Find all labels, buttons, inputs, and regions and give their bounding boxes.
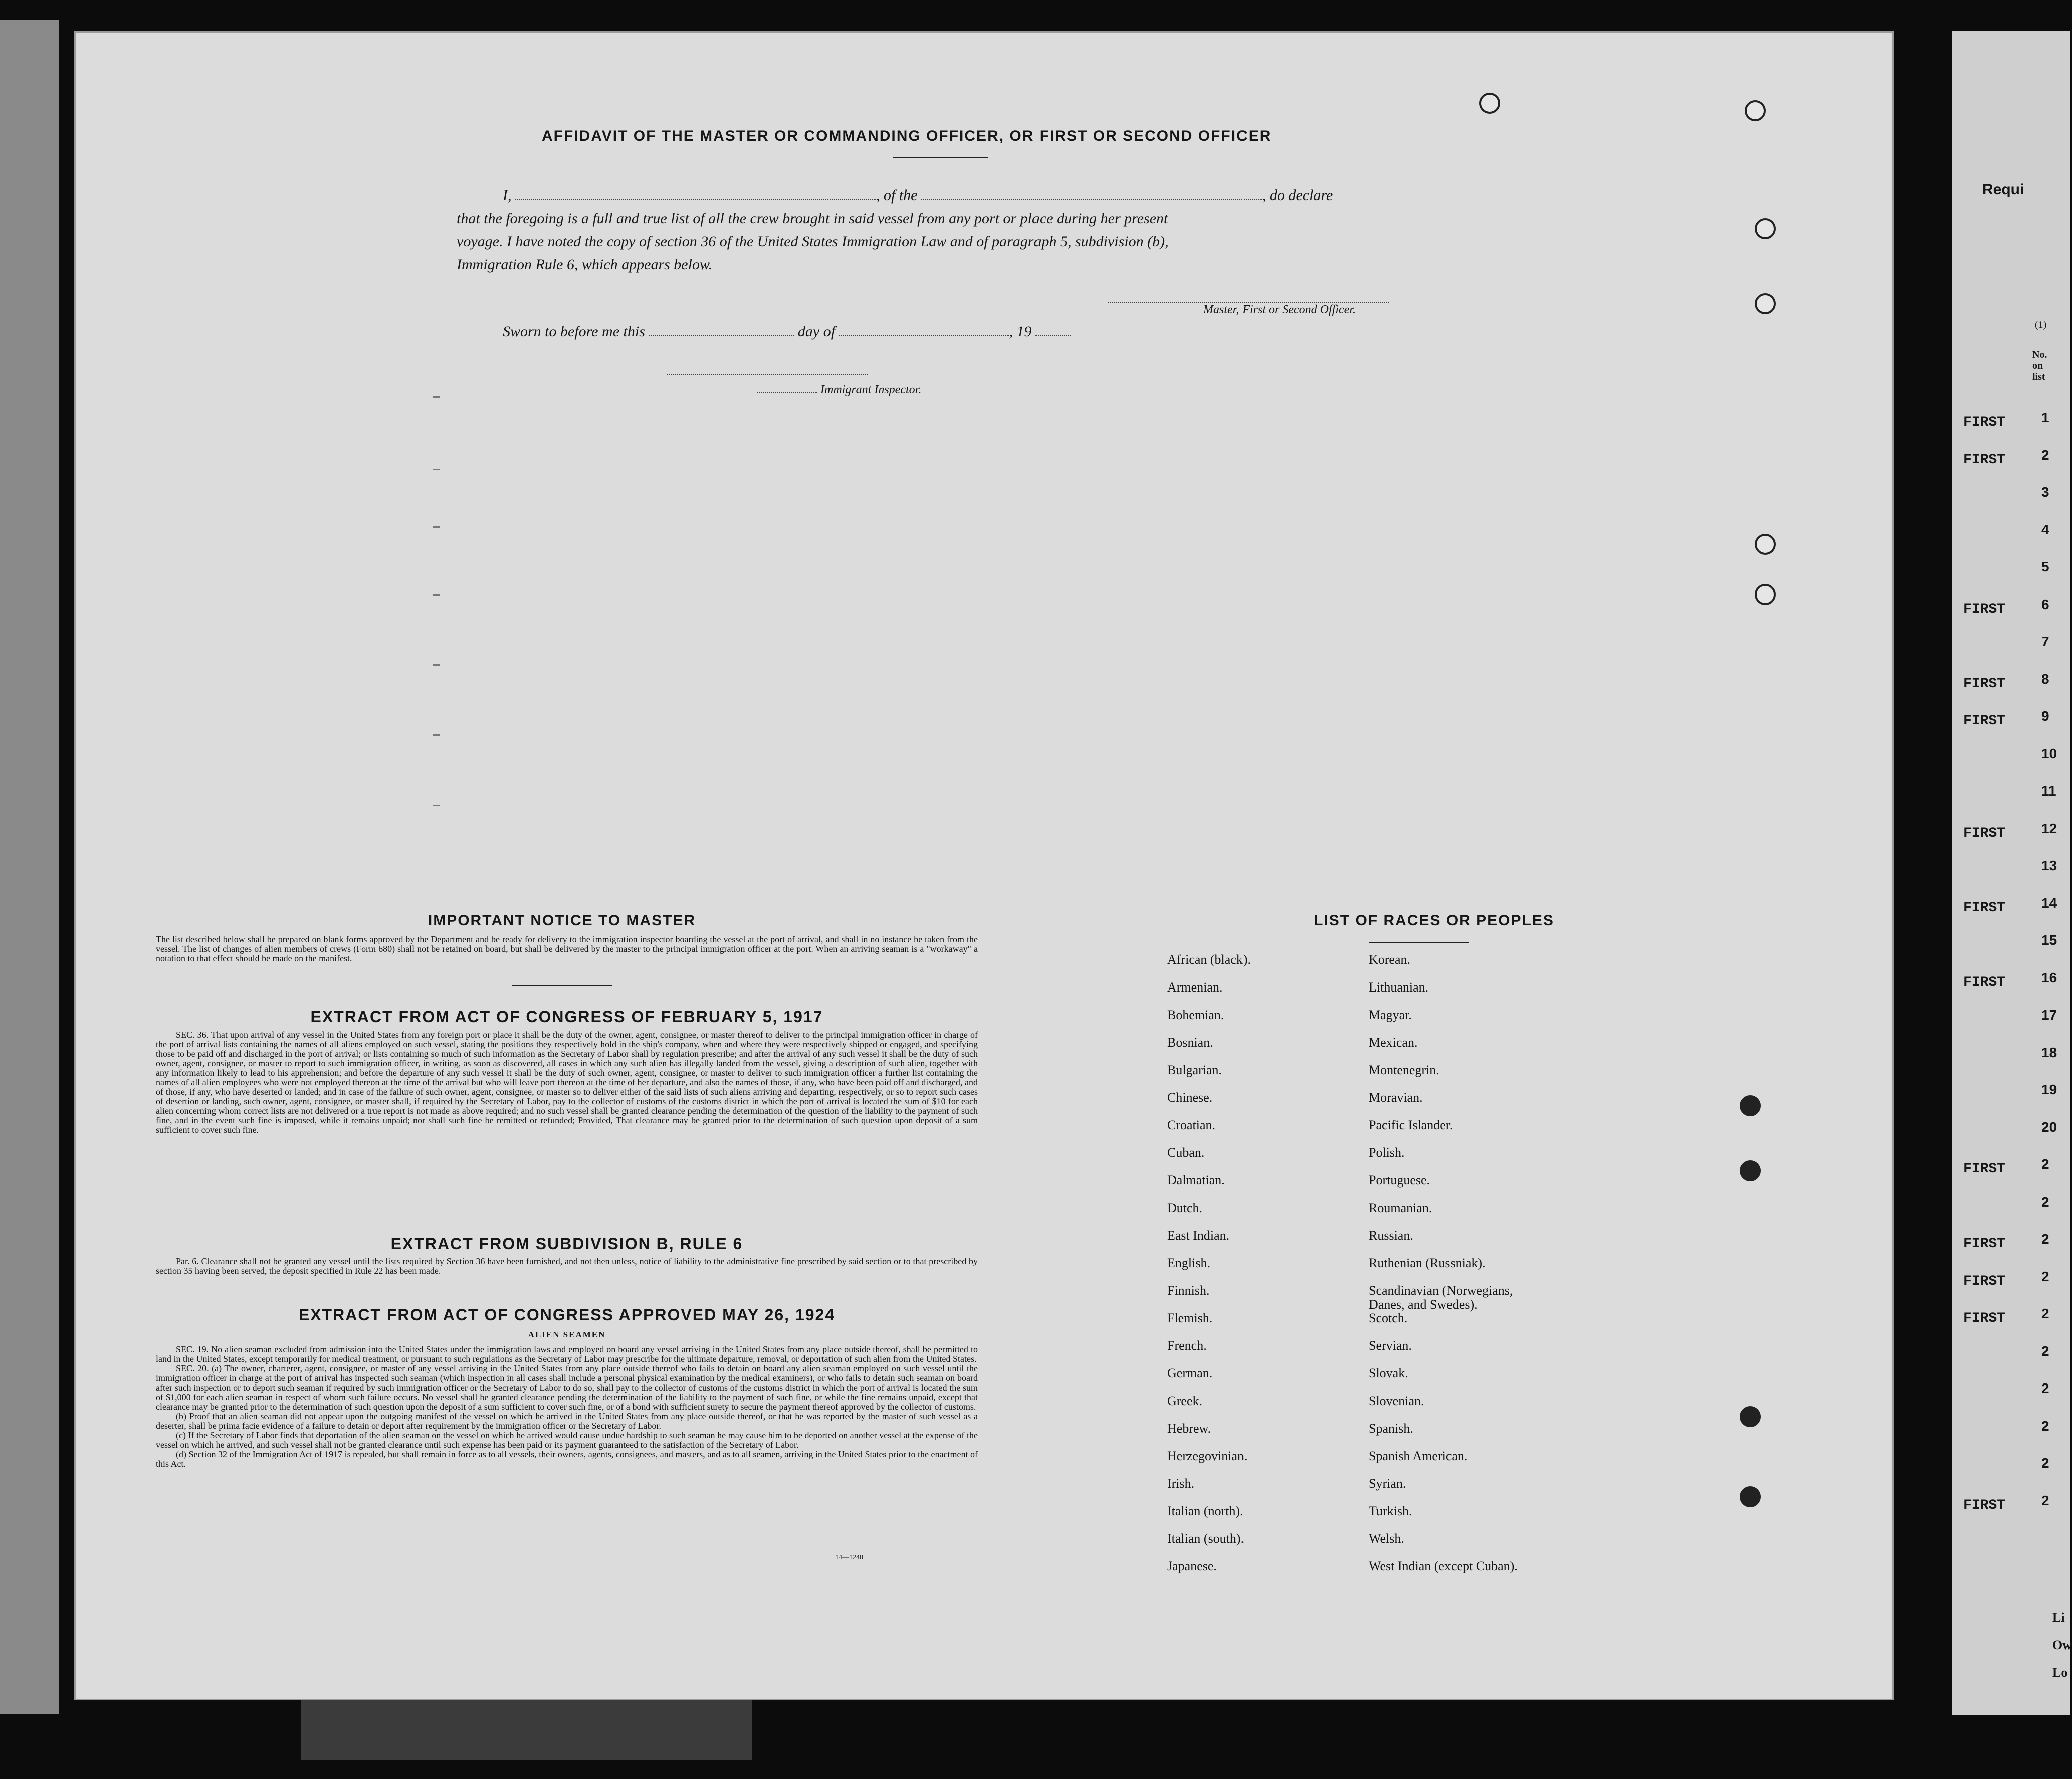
race-item: English. <box>1167 1256 1210 1270</box>
right-sheet-header: Requi <box>1982 181 2024 198</box>
blank-year <box>1035 334 1071 336</box>
punch-hole-right-1 <box>1755 218 1776 239</box>
right-sheet-row-number: 13 <box>2041 858 2057 873</box>
right-sheet-row-number: 14 <box>2041 895 2057 911</box>
race-item: Slovak. <box>1369 1366 1408 1380</box>
race-item: Syrian. <box>1369 1476 1406 1491</box>
notice-text: The list described below shall be prepared on blank forms approved by the Department and be ready for delivery to the immigration inspector boarding the vessel at the port of arrival, and shall in no instance be taken from the vessel. The list of changes of alien members of crews (Form 680) shall not be retained on board, but shall be delivered by the master to the principal immigration officer at the port. When an arriving seaman is a "workaway" a notation to that effect should be made on the manifest. <box>156 934 978 963</box>
right-sheet-row-number: 2 <box>2041 1343 2049 1359</box>
inspector-signature-line <box>667 373 868 375</box>
blank-name <box>515 198 876 200</box>
race-item: Dutch. <box>1167 1201 1203 1215</box>
right-sheet-row-number: 2 <box>2041 1492 2049 1508</box>
sworn-start: Sworn to before me this <box>503 323 645 340</box>
right-sheet-row-label: FIRST <box>1963 415 2006 430</box>
race-item: Croatian. <box>1167 1118 1216 1132</box>
margin-tick <box>433 664 440 666</box>
affidavit-line-1-start: I, <box>503 187 512 204</box>
right-sheet-row-number: 5 <box>2041 559 2049 574</box>
race-item: West Indian (except Cuban). <box>1369 1559 1518 1573</box>
sworn-line <box>503 323 1071 340</box>
blank-month <box>839 334 1009 336</box>
race-item: Scandinavian (Norwegians, <box>1369 1283 1513 1298</box>
right-sheet-footer-text: Li <box>2052 1610 2065 1625</box>
extract-1917-text: SEC. 36. That upon arrival of any vessel in the United States from any foreign port or place it shall be the duty of the owner, agent, consignee, or master thereof to deliver to the principal immigration officer in charge of the port of arrival lists containing the names of all aliens employed on such vessel, stating the positions they respectively hold in the ship's company, when and where they were respectively shipped or engaged, and specifying those to be paid off and discharged in the port of arrival; or lists containing so much of such information as the Secretary of Labor shall by regulation prescribe; and after the arrival of any such vessel it shall be the duty of such owner, agent, consignee, or master to report to such immigration officer, in writing, as soon as discovered, all cases in which any such alien has illegally landed from the vessel, giving a description of such alien, together with any information likely to lead to his apprehension; and before the departure of any such vessel it shall be the duty of such owner, agent, consignee, or master to deliver to such immigration officer a further list containing the names of all alien employees who were not employed thereon at the time of the arrival but who will leave port thereon at the time of her departure, and also the names of those, if any, who have been paid off and discharged, and of those, if any, who have deserted or landed; and in case of the failure of such owner, agent, consignee, or master so to deliver either of the said lists of such aliens arriving and departing, respectively, or so to report such cases of desertion or landing, such owner, agent, consignee, or master shall, if required by the Secretary of Labor, pay to the collector of customs of the customs district in which the port of arrival is located the sum of $10 for each alien concerning whom correct lists are not delivered or a true report is not made as above required; and no such vessel shall be granted clearance pending the determination of the question of the liability to the payment of such fine, and in the event such fine is imposed, while it remains unpaid; nor shall such fine be remitted or refunded; Provided, That clearance may be granted prior to the determination of such question upon deposit of a sum sufficient to cover such fine. <box>156 1030 978 1135</box>
race-item: Moravian. <box>1369 1090 1423 1105</box>
right-sheet-row-label: FIRST <box>1963 1273 2006 1289</box>
race-item: Bosnian. <box>1167 1035 1213 1050</box>
affidavit-rule <box>893 157 988 158</box>
right-sheet-row-label: FIRST <box>1963 1236 2006 1252</box>
race-item: Bulgarian. <box>1167 1063 1222 1077</box>
inspector-label-text: Immigrant Inspector. <box>820 383 922 397</box>
punch-hole-right-5 <box>1740 1095 1761 1116</box>
right-sheet-row-label: FIRST <box>1963 1311 2006 1326</box>
affidavit-line-1-end: , do declare <box>1262 187 1333 204</box>
margin-tick <box>433 734 440 736</box>
punch-hole-top-1 <box>1479 93 1500 114</box>
form-number: 14—1240 <box>835 1554 863 1561</box>
race-item: Finnish. <box>1167 1283 1210 1298</box>
inspector-label <box>757 383 921 397</box>
right-sheet-row-number: 2 <box>2041 1156 2049 1172</box>
race-item: Pacific Islander. <box>1369 1118 1453 1132</box>
race-item: Irish. <box>1167 1476 1195 1491</box>
race-item: Spanish. <box>1369 1421 1413 1436</box>
punch-hole-top-2 <box>1745 100 1766 121</box>
right-sheet-footer-text: Ow <box>2052 1638 2072 1652</box>
right-sheet-row-number: 17 <box>2041 1007 2057 1023</box>
race-item: Montenegrin. <box>1369 1063 1439 1077</box>
affidavit-line-3: voyage. I have noted the copy of section 36 of the United States Immigration Law and of paragraph 5, subdivision (b), <box>457 233 1169 250</box>
right-sheet-row-number: 9 <box>2041 708 2049 724</box>
manifest-back-page <box>74 31 1894 1700</box>
right-sheet-row-label: FIRST <box>1963 601 2006 617</box>
adjacent-page-left <box>0 20 59 1714</box>
race-item: German. <box>1167 1366 1213 1380</box>
races-rule <box>1369 942 1469 943</box>
adjacent-page-right <box>1952 31 2070 1715</box>
right-sheet-row-number: 2 <box>2041 1231 2049 1247</box>
race-item: Armenian. <box>1167 980 1223 995</box>
affidavit-line-1 <box>503 187 1333 204</box>
right-sheet-row-number: 11 <box>2041 783 2056 799</box>
extract-1924-subtitle: ALIEN SEAMEN <box>528 1330 606 1339</box>
race-item: Japanese. <box>1167 1559 1217 1573</box>
extract-rule6-title: EXTRACT FROM SUBDIVISION B, RULE 6 <box>390 1235 743 1253</box>
race-item: Roumanian. <box>1369 1201 1432 1215</box>
right-sheet-row-number: 12 <box>2041 820 2057 836</box>
right-sheet-row-number: 19 <box>2041 1082 2057 1097</box>
race-item: Bohemian. <box>1167 1008 1224 1022</box>
right-sheet-column-label: (1) <box>2035 319 2047 330</box>
race-item: Polish. <box>1369 1145 1405 1160</box>
sworn-mid: day of <box>797 323 836 340</box>
inspector-dots <box>757 391 817 393</box>
race-item: Russian. <box>1369 1228 1413 1243</box>
extract-1924-sec20a: SEC. 20. (a) The owner, charterer, agent, consignee, or master of any vessel arriving in the United States from any place outside thereof who fails to detain on board any alien seaman employed on such vessel until the immigration officer in charge at the port of arrival has inspected such seaman (which inspection in all cases shall include a personal physical examination by the medical examiners), or who fails to detain such seaman on board after such inspection or to deport such seaman if required by such immigration officer or the Secretary of Labor to do so, shall pay to the collector of customs of the customs district in which the port of arrival is located the sum of $1,000 for each alien seaman in respect of whom such failure occurs. No vessel shall be granted clearance pending the determination of the liability to the payment of such fine, or while the fine remains unpaid, except that clearance may be granted prior to the determination of such question upon the deposit of a sum sufficient to cover such fine, or of a bond with sufficient surety to secure the payment thereof approved by the collector of customs. <box>156 1363 978 1412</box>
race-item: Hebrew. <box>1167 1421 1211 1436</box>
punch-hole-right-4 <box>1755 584 1776 605</box>
extract-1924-body <box>156 1345 978 1469</box>
extract-1924-sec20b: (b) Proof that an alien seaman did not appear upon the outgoing manifest of the vessel on which he arrived in the United States from any place outside thereof, or that he was reported by the master of such vessel as a deserter, shall be prima facie evidence of a failure to detain or deport after requirement by the immigration officer or the Secretary of Labor. <box>156 1411 978 1431</box>
affidavit-line-2: that the foregoing is a full and true list of all the crew brought in said vessel from any port or place during her present <box>457 210 1168 227</box>
race-item: Welsh. <box>1369 1531 1404 1546</box>
margin-tick <box>433 805 440 806</box>
race-item: Chinese. <box>1167 1090 1213 1105</box>
right-sheet-row-label: FIRST <box>1963 676 2006 692</box>
right-sheet-row-number: 2 <box>2041 1194 2049 1210</box>
right-sheet-row-number: 2 <box>2041 1455 2049 1471</box>
right-sheet-row-label: FIRST <box>1963 825 2006 841</box>
right-sheet-row-label: FIRST <box>1963 1161 2006 1177</box>
race-item: Greek. <box>1167 1394 1203 1408</box>
punch-hole-right-8 <box>1740 1486 1761 1507</box>
extract-1917-title: EXTRACT FROM ACT OF CONGRESS OF FEBRUARY 5, 1917 <box>310 1008 823 1026</box>
race-item: Spanish American. <box>1369 1449 1468 1463</box>
punch-hole-right-2 <box>1755 293 1776 314</box>
right-sheet-row-label: FIRST <box>1963 974 2006 991</box>
right-sheet-row-label: FIRST <box>1963 713 2006 729</box>
margin-tick <box>433 396 440 398</box>
race-item: East Indian. <box>1167 1228 1230 1243</box>
race-item: African (black). <box>1167 952 1251 967</box>
race-item: Flemish. <box>1167 1311 1213 1325</box>
right-sheet-row-number: 18 <box>2041 1044 2057 1060</box>
signature-line <box>1108 301 1389 303</box>
race-item: Turkish. <box>1369 1504 1412 1518</box>
race-item: Slovenian. <box>1369 1394 1424 1408</box>
right-sheet-row-label: FIRST <box>1963 452 2006 468</box>
race-item: Cuban. <box>1167 1145 1205 1160</box>
right-sheet-row-label: FIRST <box>1963 900 2006 916</box>
signature-label: Master, First or Second Officer. <box>1203 303 1356 316</box>
race-item: Servian. <box>1369 1338 1412 1353</box>
right-sheet-row-number: 4 <box>2041 521 2049 537</box>
right-sheet-row-number: 2 <box>2041 1380 2049 1396</box>
right-sheet-row-number: 8 <box>2041 671 2049 687</box>
right-sheet-row-number: 16 <box>2041 969 2057 985</box>
extract-rule6-text: Par. 6. Clearance shall not be granted any vessel until the lists required by Section 36 have been furnished, and not then unless, notice of liability to the administrative fine prescribed by said section or to that prescribed by section 35 having been served, the deposit specified in Rule 22 has been made. <box>156 1256 978 1276</box>
right-sheet-row-number: 2 <box>2041 1268 2049 1284</box>
punch-hole-right-7 <box>1740 1406 1761 1427</box>
affidavit-line-1-mid: , of the <box>876 187 918 204</box>
right-sheet-row-number: 7 <box>2041 634 2049 649</box>
right-sheet-row-number: 2 <box>2041 1418 2049 1434</box>
race-item: Mexican. <box>1369 1035 1418 1050</box>
extract-1924-sec19: SEC. 19. No alien seaman excluded from admission into the United States under the immigration laws and employed on board any vessel arriving in the United States from any place outside thereof, shall be permitted to land in the United States, except temporarily for medical treatment, or pursuant to such regulations as the Secretary of Labor may prescribe for the ultimate departure, removal, or deportation of such alien from the United States. <box>156 1344 978 1364</box>
affidavit-line-4: Immigration Rule 6, which appears below. <box>457 256 713 273</box>
right-sheet-row-number: 2 <box>2041 447 2049 463</box>
race-item: Herzegovinian. <box>1167 1449 1248 1463</box>
right-sheet-column-sub: No. on list <box>2032 349 2047 382</box>
race-item: Korean. <box>1369 952 1411 967</box>
margin-tick <box>433 526 440 528</box>
right-sheet-footer-text: Lo <box>2052 1665 2068 1680</box>
notice-rule <box>512 985 612 986</box>
right-sheet-row-number: 1 <box>2041 410 2049 425</box>
race-item: French. <box>1167 1338 1207 1353</box>
race-item: Italian (north). <box>1167 1504 1244 1518</box>
race-item: Ruthenian (Russniak). <box>1369 1256 1486 1270</box>
page-edge-scrap <box>301 1700 752 1760</box>
right-sheet-row-number: 6 <box>2041 596 2049 612</box>
race-item: Dalmatian. <box>1167 1173 1225 1188</box>
race-item: Scotch. <box>1369 1311 1408 1325</box>
notice-title: IMPORTANT NOTICE TO MASTER <box>428 912 696 929</box>
margin-tick <box>433 594 440 596</box>
races-title: LIST OF RACES OR PEOPLES <box>1314 912 1554 929</box>
race-scandinavian-cont: Danes, and Swedes). <box>1369 1297 1478 1312</box>
extract-1924-title: EXTRACT FROM ACT OF CONGRESS APPROVED MAY 26, 1924 <box>298 1306 836 1324</box>
race-item: Portuguese. <box>1369 1173 1430 1188</box>
right-sheet-row-number: 15 <box>2041 932 2057 948</box>
blank-vessel <box>921 198 1262 200</box>
punch-hole-right-3 <box>1755 534 1776 555</box>
extract-1924-sec20d: (d) Section 32 of the Immigration Act of 1917 is repealed, but shall remain in force as to all vessels, their owners, agents, consignees, and masters, and as to all seamen, arriving in the United States prior to the enactment of this Act. <box>156 1449 978 1469</box>
punch-hole-right-6 <box>1740 1160 1761 1181</box>
blank-day <box>649 334 794 336</box>
right-sheet-row-number: 3 <box>2041 484 2049 500</box>
margin-tick <box>433 469 440 470</box>
extract-1924-sec20c: (c) If the Secretary of Labor finds that deportation of the alien seaman on the vessel on which he arrived would cause undue hardship to such seaman he may cause him to be deported on another vessel at the expense of the vessel on which he arrived, and such vessel shall not be granted clearance until such expense has been paid or its payment guaranteed to the satisfaction of the Secretary of Labor. <box>156 1430 978 1450</box>
race-item: Lithuanian. <box>1369 980 1429 995</box>
right-sheet-row-number: 10 <box>2041 745 2057 761</box>
race-item: Italian (south). <box>1167 1531 1245 1546</box>
right-sheet-row-number: 20 <box>2041 1119 2057 1135</box>
race-item: Magyar. <box>1369 1008 1412 1022</box>
right-sheet-row-label: FIRST <box>1963 1497 2006 1513</box>
right-sheet-row-number: 2 <box>2041 1306 2049 1321</box>
sworn-end: , 19 <box>1009 323 1032 340</box>
affidavit-title: AFFIDAVIT OF THE MASTER OR COMMANDING OFFICER, OR FIRST OR SECOND OFFICER <box>542 128 1272 144</box>
